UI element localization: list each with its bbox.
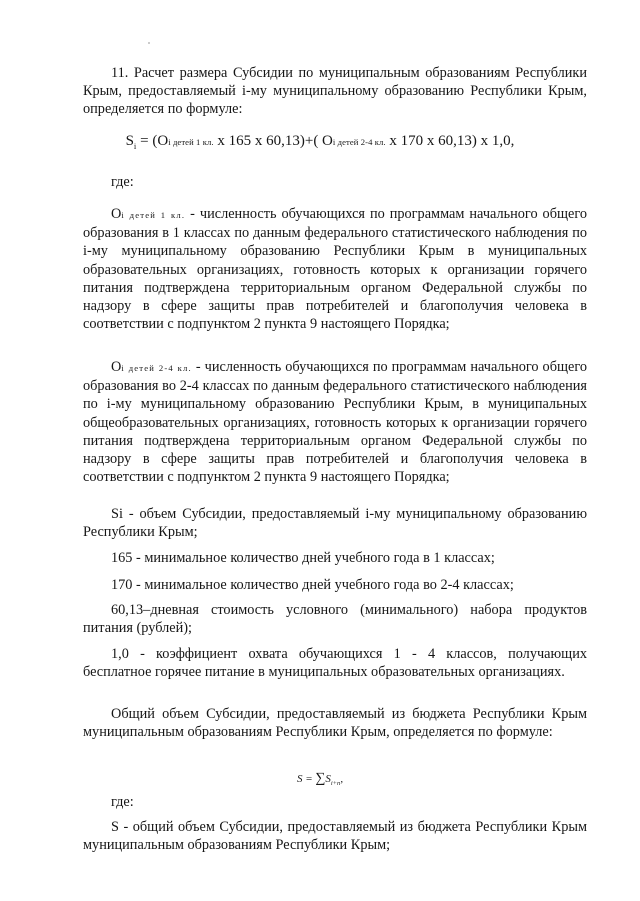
definition-coefficient: 1,0 - коэффициент охвата обучающихся 1 - 4 классов, получающих бесплатное горячее питание в муниципальных образовательных организациях. (83, 646, 587, 681)
item-11-paragraph: 11. Расчет размера Субсидии по муниципальным образованиям Республики Крым, предоставляемый i-му муниципальному образованию Республики Крым, определяется по формуле: (83, 65, 587, 118)
total-formula-eq: = (302, 773, 316, 785)
o1-text: - численность обучающихся по программам начального общего образования в 1 классах по данным федерального статистического наблюдения по i-му муниципальному образованию Республики Крым в муниципальных образовательных организациях, готовность которых к организации горячего питания подтверждена территориальным органом Федеральной службы по надзору в сфере защиты прав потребителей и благополучия человека в соответствии с подпунктом 2 пункта 9 настоящего Порядка; (83, 206, 587, 333)
definition-165: 165 - минимальное количество дней учебного года в 1 классах; (111, 550, 495, 566)
o1-symbol: O (111, 206, 122, 222)
definition-o1 (83, 205, 587, 333)
formula-o2-sub: i детей 2-4 кл. (332, 137, 386, 147)
formula-o1-sub: i детей 1 кл. (168, 137, 214, 147)
where-label-1: где: (111, 174, 134, 190)
definition-o2 (83, 358, 587, 486)
formula-part-1: = (O (136, 133, 169, 149)
subsidy-formula (0, 132, 640, 155)
total-formula (0, 770, 640, 793)
definition-6013: 60,13–дневная стоимость условного (минимального) набора продуктов питания (рублей); (83, 602, 587, 637)
scan-speck (148, 42, 150, 44)
o2-symbol: O (111, 359, 122, 375)
definition-si: Si - объем Субсидии, предоставляемый i-му муниципальному образованию Республики Крым; (83, 506, 587, 541)
o1-sub: i детей 1 кл. (121, 210, 186, 220)
formula-part-3: х 170 х 60,13) х 1,0, (385, 133, 515, 149)
formula-part-2: х 165 х 60,13)+( O (213, 133, 333, 149)
total-subsidy-paragraph: Общий объем Субсидии, предоставляемый из бюджета Республики Крым муниципальным образованиям Республики Крым, определяется по формуле: (83, 706, 587, 741)
formula-lhs-sub: i (133, 141, 137, 151)
where-label-2: где: (111, 794, 134, 810)
formula-lhs: S (125, 133, 134, 149)
total-formula-lhs: S (296, 773, 303, 785)
total-formula-tail: , (340, 773, 344, 785)
o2-text: - численность обучающихся по программам начального общего образования во 2-4 классах по данным федерального статистического наблюдения по i-му муниципальному образованию Республики Крым, в муниципальных общеобразовательных организациях, готовность которых к организации горячего питания подтверждена территориальным органом Федеральной службы по надзору в сфере защиты прав потребителей и благополучия человека в соответствии с подпунктом 2 пункта 9 настоящего Порядка; (83, 359, 587, 486)
total-formula-rhs: S (325, 773, 331, 785)
o2-sub: i детей 2-4 кл. (121, 363, 192, 373)
definition-170: 170 - минимальное количество дней учебного года во 2-4 классах; (111, 577, 514, 593)
total-formula-rhs-sub: i+n (330, 780, 341, 788)
sigma-symbol: ∑ (315, 771, 326, 786)
definition-s: S - общий объем Субсидии, предоставляемый из бюджета Республики Крым муниципальным образованиям Республики Крым; (83, 819, 587, 854)
